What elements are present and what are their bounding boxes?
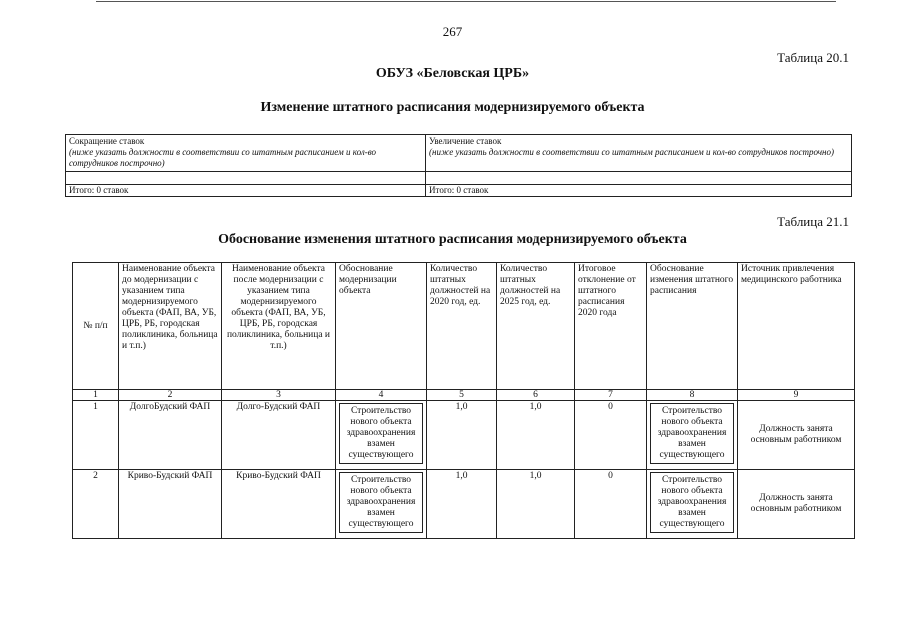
count-2020: 1,0 (427, 401, 497, 470)
column-number: 2 (119, 390, 222, 401)
object-before: Криво-Будский ФАП (119, 470, 222, 539)
header-modernization-reason: Обоснование модернизации объекта (336, 263, 427, 390)
column-number: 1 (73, 390, 119, 401)
column-number: 9 (738, 390, 855, 401)
staff-source: Должность занята основным работником (738, 401, 855, 470)
increase-note: (ниже указать должности в соответствии со штатным расписанием и кол-во сотрудников построчно) (429, 147, 834, 157)
change-reason: Строительство нового объекта здравоохранения взамен существующего (650, 472, 734, 533)
table-20-1-label: Таблица 20.1 (777, 50, 849, 65)
object-after: Долго-Будский ФАП (222, 401, 336, 470)
table-20-1-title: Изменение штатного расписания модернизируемого объекта (260, 100, 645, 115)
change-reason: Строительство нового объекта здравоохранения взамен существующего (650, 403, 734, 464)
table-21-1-label: Таблица 21.1 (777, 214, 849, 229)
column-number: 7 (575, 390, 647, 401)
page-number: 267 (442, 24, 463, 39)
deviation: 0 (575, 470, 647, 539)
row-number: 1 (73, 401, 119, 470)
header-number: № п/п (73, 263, 119, 390)
count-2020: 1,0 (427, 470, 497, 539)
reduction-note: (ниже указать должности в соответствии со штатным расписанием и кол-во сотрудников построчно) (69, 147, 377, 168)
column-number: 3 (222, 390, 336, 401)
table-row (73, 401, 855, 470)
header-object-before: Наименование объекта до модернизации с указанием типа модернизируемого объекта (ФАП, ВА, УБ, ЦРБ, РБ, городская поликлиника, больница и т.п.) (119, 263, 222, 390)
modernization-reason-cell (336, 470, 427, 539)
reduction-total: Итого: 0 ставок (66, 185, 426, 197)
increase-total: Итого: 0 ставок (426, 185, 852, 197)
staff-change-header-row (66, 135, 852, 172)
object-before: ДолгоБудский ФАП (119, 401, 222, 470)
change-reason-cell (647, 470, 738, 539)
column-number: 8 (647, 390, 738, 401)
modernization-reason-cell (336, 401, 427, 470)
modernization-reason: Строительство нового объекта здравоохранения взамен существующего (339, 403, 423, 464)
header-count-2025: Количество штатных должностей на 2025 год, ед. (497, 263, 575, 390)
reduction-header: Сокращение ставок (69, 136, 145, 146)
header-row (73, 263, 855, 390)
organization-name: ОБУЗ «Беловская ЦРБ» (375, 66, 530, 81)
row-number: 2 (73, 470, 119, 539)
header-change-reason: Обоснование изменения штатного расписания (647, 263, 738, 390)
empty-cell (66, 172, 426, 185)
header-count-2020: Количество штатных должностей на 2020 год, ед. (427, 263, 497, 390)
deviation: 0 (575, 401, 647, 470)
modernization-reason: Строительство нового объекта здравоохранения взамен существующего (339, 472, 423, 533)
table-21-1-title: Обоснование изменения штатного расписания модернизируемого объекта (218, 232, 687, 247)
column-number: 6 (497, 390, 575, 401)
column-number: 4 (336, 390, 427, 401)
header-deviation: Итоговое отклонение от штатного расписания 2020 года (575, 263, 647, 390)
table-row (73, 470, 855, 539)
staff-source: Должность занята основным работником (738, 470, 855, 539)
increase-header: Увеличение ставок (429, 136, 502, 146)
header-object-after: Наименование объекта после модернизации с указанием типа модернизируемого объекта (ФАП, ВА, УБ, ЦРБ, РБ, городская поликлиника, больница и т.п.) (222, 263, 336, 390)
object-after: Криво-Будский ФАП (222, 470, 336, 539)
empty-cell (426, 172, 852, 185)
reduction-header-cell (66, 135, 426, 172)
top-border-line (96, 1, 836, 2)
staff-change-empty-row (66, 172, 852, 185)
staff-justification-table (72, 262, 855, 539)
staff-change-table (65, 134, 852, 197)
count-2025: 1,0 (497, 401, 575, 470)
column-number: 5 (427, 390, 497, 401)
header-source: Источник привлечения медицинского работника (738, 263, 855, 390)
increase-header-cell (426, 135, 852, 172)
count-2025: 1,0 (497, 470, 575, 539)
change-reason-cell (647, 401, 738, 470)
column-number-row (73, 390, 855, 401)
staff-change-total-row (66, 185, 852, 197)
